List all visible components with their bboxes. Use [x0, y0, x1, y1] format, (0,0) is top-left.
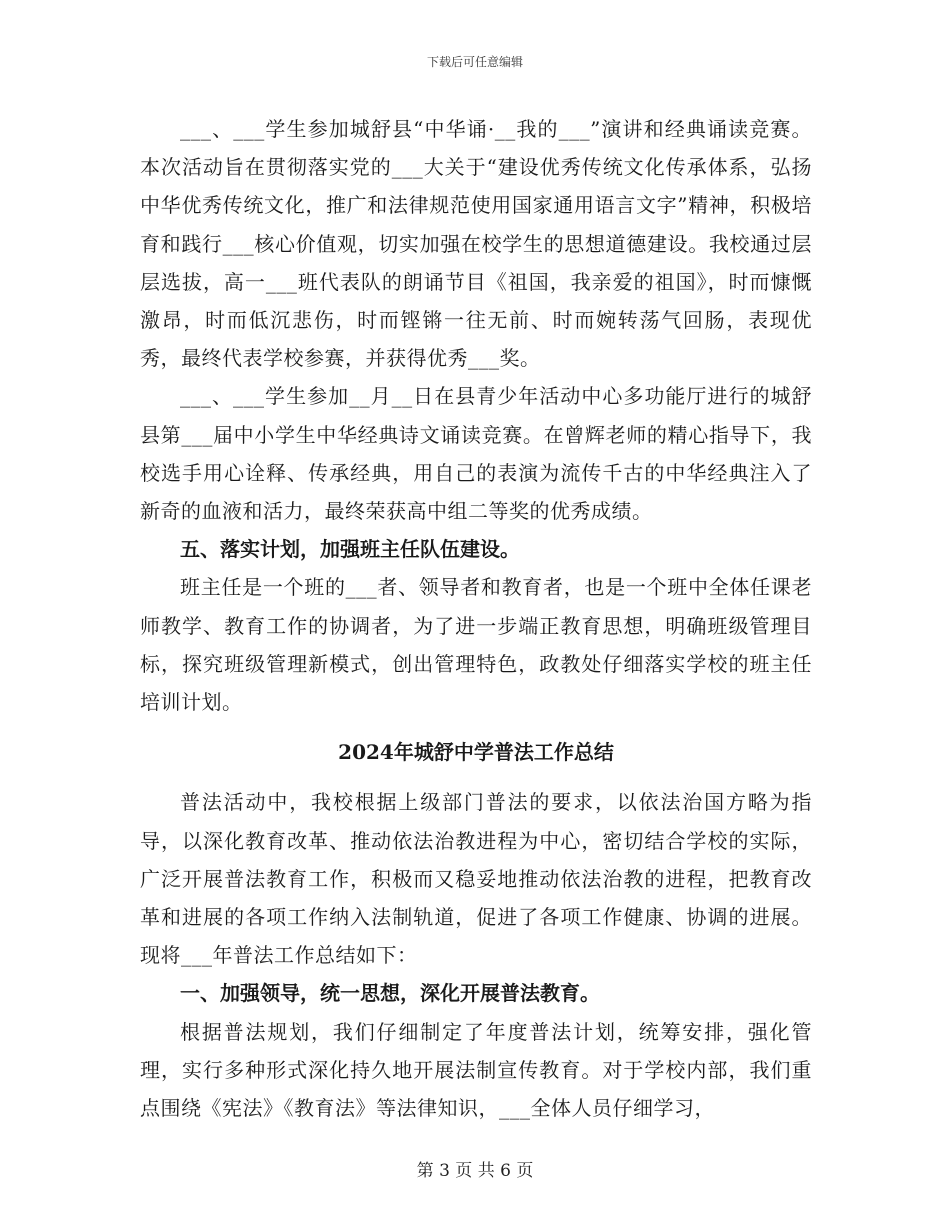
paragraph-head-teacher-training: 班主任是一个班的___者、领导者和教育者，也是一个班中全体任课老师教学、教育工作的协调者，为了进一步端正教育思想，明确班级管理目标，探究班级管理新模式，创出管理特色，政教处仔细落实学校的班主任培训计划。 — [140, 575, 812, 715]
section-heading-leadership: 一、加强领导，统一思想，深化开展普法教育。 — [180, 981, 600, 1006]
page-indicator: 第 3 页 共 6 页 — [416, 1161, 534, 1181]
header-note: 下载后可任意编辑 — [426, 55, 523, 69]
section-heading-head-teacher: 五、落实计划，加强班主任队伍建设。 — [180, 537, 520, 562]
paragraph-recitation-contest: ___、___学生参加城舒县“中华诵·__我的___”演讲和经典诵读竞赛。本次活动旨在贯彻落实党的___大关于“建设优秀传统文化传承体系，弘扬中华优秀传统文化，推广和法律规范使用国家通用语言文字”精神，积极培育和践行___核心价值观，切实加强在校学生的思想道德建设。我校通过层层选拔，高一___班代表队的朗诵节目《祖国，我亲爱的祖国》，时而慷慨激昂，时而低沉悲伤，时而铿锵一往无前、时而婉转荡气回肠，表现优秀，最终代表学校参赛，并获得优秀___奖。 — [140, 117, 812, 371]
document-title: 2024年城舒中学普法工作总结 — [338, 740, 614, 765]
document-body — [140, 110, 812, 1127]
paragraph-law-education-plan: 根据普法规划，我们仔细制定了年度普法计划，统筹安排，强化管理，实行多种形式深化持久地开展法制宣传教育。对于学校内部，我们重点围绕《宪法》《教育法》等法律知识，___全体人员仔细学习， — [140, 1019, 812, 1121]
paragraph-law-education-intro: 普法活动中，我校根据上级部门普法的要求，以依法治国方略为指导，以深化教育改革、推动依法治教进程为中心，密切结合学校的实际，广泛开展普法教育工作，积极而又稳妥地推动依法治教的进程，把教育改革和进展的各项工作纳入法制轨道，促进了各项工作健康、协调的进展。现将___年普法工作总结如下： — [140, 790, 812, 968]
paragraph-classic-poetry-contest: ___、___学生参加__月__日在县青少年活动中心多功能厅进行的城舒县第___届中小学生中华经典诗文诵读竞赛。在曾辉老师的精心指导下，我校选手用心诠释、传承经典，用自己的表演为流传千古的中华经典注入了新奇的血液和活力，最终荣获高中组二等奖的优秀成绩。 — [140, 384, 812, 524]
